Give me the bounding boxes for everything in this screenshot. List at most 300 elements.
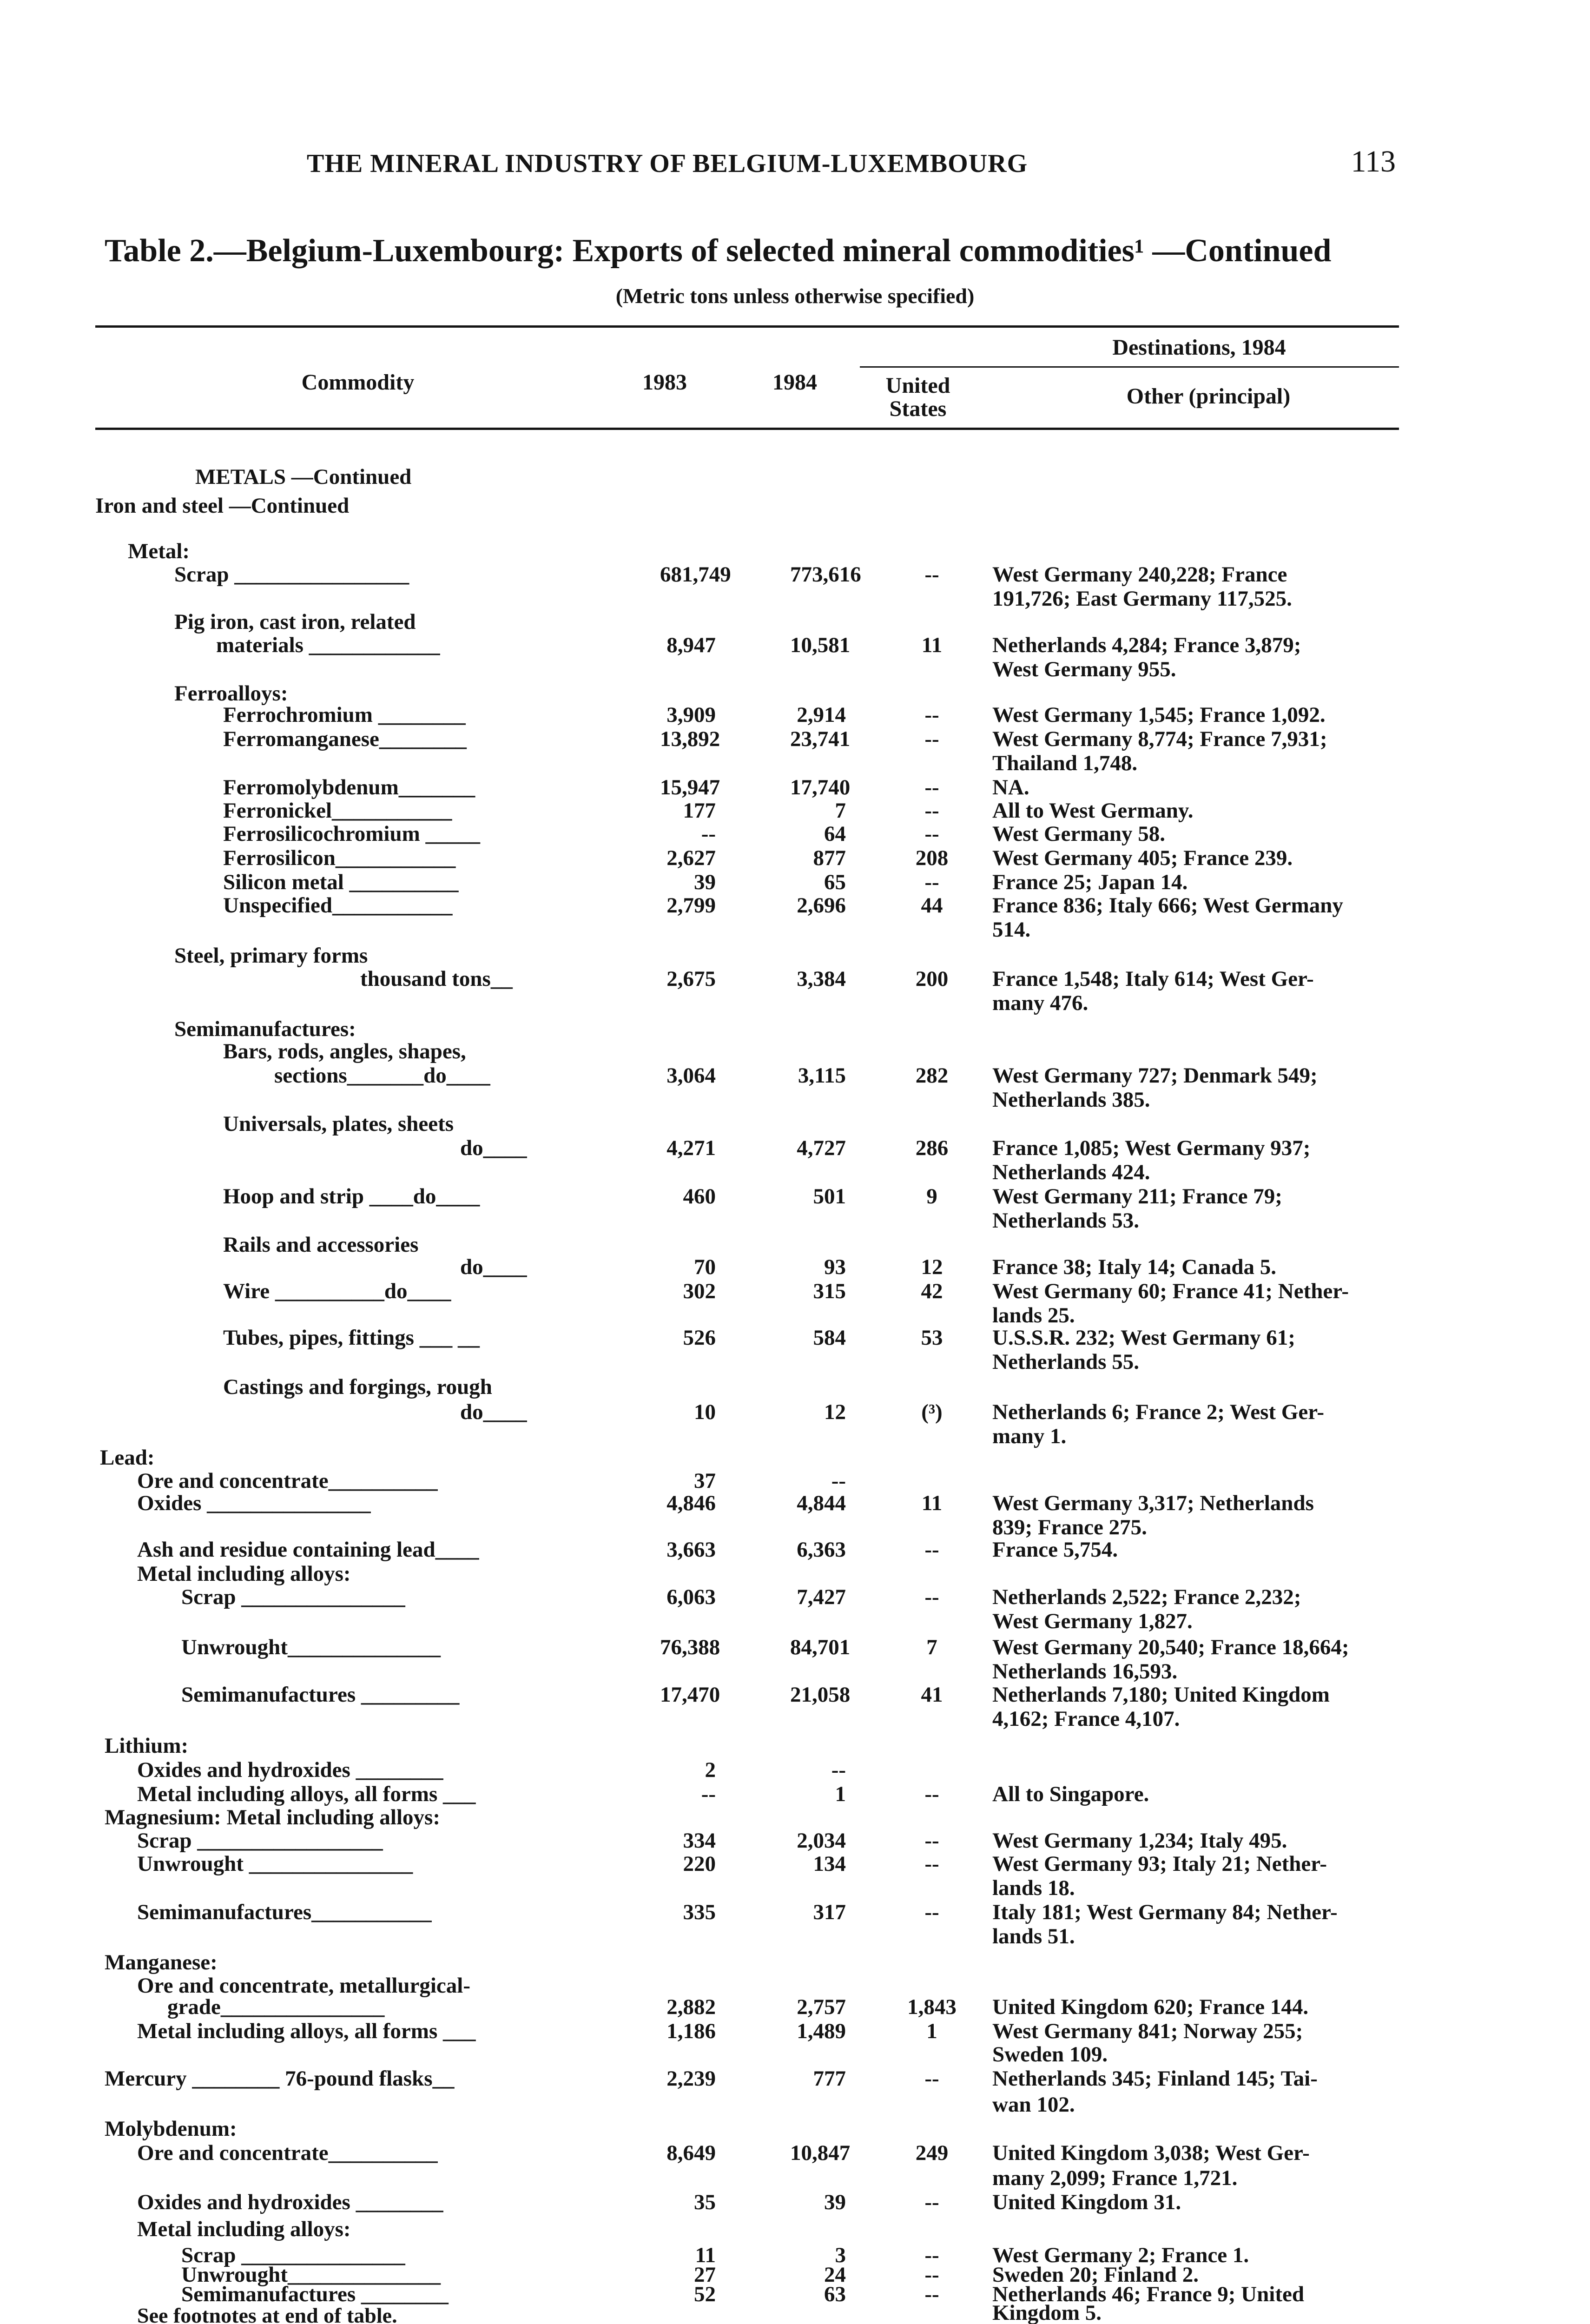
other-destinations-cell: West Germany 20,540; France 18,664;: [992, 1635, 1349, 1659]
value-1984-cell: 63: [824, 2282, 846, 2306]
other-destinations-cell: many 476.: [992, 991, 1089, 1015]
table-row: [0, 1782, 1590, 1806]
table-row: [0, 2019, 1590, 2043]
table-row: [0, 633, 1590, 657]
commodity-cell: Wire __________do____: [223, 1279, 451, 1303]
table-row: [0, 1734, 1590, 1758]
table-row: [0, 1184, 1590, 1208]
other-destinations-cell: 191,726; East Germany 117,525.: [992, 587, 1292, 611]
commodity-cell: do____: [460, 1136, 527, 1160]
commodity-cell: Metal including alloys, all forms ___: [137, 1782, 476, 1806]
commodity-cell: do____: [460, 1400, 527, 1424]
value-1984-cell: 2,034: [797, 1829, 846, 1853]
value-1984-cell: 12: [824, 1400, 846, 1424]
value-1984-cell: 773,616: [790, 562, 861, 587]
value-1983-cell: 13,892: [660, 727, 720, 751]
other-destinations-cell: lands 18.: [992, 1876, 1075, 1900]
value-1983-cell: 2,627: [666, 846, 716, 870]
table-title: Table 2.—Belgium-Luxembourg: Exports of selected mineral commodities¹ —Continued: [105, 233, 1332, 269]
value-1983-cell: 2,882: [666, 1995, 716, 2019]
value-1983-cell: 526: [683, 1326, 716, 1350]
table-row: [0, 587, 1590, 611]
table-row: [0, 2042, 1590, 2067]
table-row: [0, 1469, 1590, 1493]
commodity-cell: Scrap ________________: [174, 562, 409, 587]
commodity-cell: Hoop and strip ____do____: [223, 1184, 480, 1208]
table-row: [0, 1707, 1590, 1731]
other-destinations-cell: West Germany 1,545; France 1,092.: [992, 703, 1326, 727]
commodity-cell: Scrap _________________: [137, 1829, 383, 1853]
value-1984-cell: 315: [813, 1279, 846, 1303]
value-1983-cell: 3,663: [666, 1538, 716, 1562]
value-1983-cell: 2,239: [666, 2067, 716, 2091]
other-destinations-cell: lands 25.: [992, 1303, 1075, 1327]
table-row: [0, 2190, 1590, 2214]
value-1984-cell: 3,384: [797, 967, 846, 991]
commodity-cell: Pig iron, cast iron, related: [174, 610, 416, 634]
value-1983-cell: 335: [683, 1900, 716, 1924]
value-1983-cell: 4,846: [666, 1491, 716, 1515]
commodity-cell: Ferrochromium ________: [223, 703, 466, 727]
united-states-cell: 208: [915, 846, 949, 870]
table-row: [0, 1136, 1590, 1160]
other-destinations-cell: West Germany 60; France 41; Nether-: [992, 1279, 1349, 1303]
other-destinations-cell: 839; France 275.: [992, 1515, 1147, 1539]
table-row: [0, 494, 1590, 518]
value-1983-cell: 10: [694, 1400, 716, 1424]
commodity-cell: do____: [460, 1255, 527, 1279]
header-united-states: United States: [885, 373, 950, 421]
other-destinations-cell: France 1,548; Italy 614; West Ger-: [992, 967, 1314, 991]
commodity-cell: Metal including alloys:: [137, 1562, 351, 1586]
value-1983-cell: 70: [694, 1255, 716, 1279]
united-states-cell: --: [924, 870, 939, 894]
commodity-cell: Ferromolybdenum_______: [223, 775, 475, 799]
table-row: [0, 1538, 1590, 1562]
table-row: [0, 1279, 1590, 1303]
table-row: [0, 681, 1590, 706]
value-1984-cell: 84,701: [790, 1635, 851, 1659]
other-destinations-cell: Sweden 20; Finland 2.: [992, 2263, 1199, 2287]
other-destinations-cell: France 38; Italy 14; Canada 5.: [992, 1255, 1276, 1279]
other-destinations-cell: U.S.S.R. 232; West Germany 61;: [992, 1326, 1295, 1350]
table-row: [0, 657, 1590, 681]
value-1984-cell: 2,914: [797, 703, 846, 727]
united-states-cell: 12: [921, 1255, 943, 1279]
value-1984-cell: 10,581: [790, 633, 851, 657]
other-destinations-cell: NA.: [992, 775, 1029, 799]
table-row: [0, 1758, 1590, 1782]
commodity-cell: Metal including alloys:: [137, 2217, 351, 2241]
united-states-cell: --: [924, 799, 939, 823]
table-row: [0, 1375, 1590, 1399]
value-1984-cell: 7,427: [797, 1585, 846, 1609]
value-1984-cell: 584: [813, 1326, 846, 1350]
value-1984-cell: --: [831, 1469, 846, 1493]
united-states-cell: 42: [921, 1279, 943, 1303]
other-destinations-cell: West Germany 8,774; France 7,931;: [992, 727, 1327, 751]
table-row: [0, 1995, 1590, 2019]
other-destinations-cell: lands 51.: [992, 1924, 1075, 1948]
commodity-cell: Scrap _______________: [181, 2243, 405, 2267]
commodity-cell: Ore and concentrate, metallurgical-: [137, 1974, 471, 1998]
table-row: [0, 893, 1590, 918]
other-destinations-cell: France 25; Japan 14.: [992, 870, 1188, 894]
commodity-cell: Semimanufactures___________: [137, 1900, 432, 1924]
other-destinations-cell: West Germany 405; France 239.: [992, 846, 1293, 870]
other-destinations-cell: 514.: [992, 918, 1031, 942]
other-destinations-cell: Kingdom 5.: [992, 2301, 1102, 2324]
value-1983-cell: 681,749: [660, 562, 731, 587]
value-1984-cell: 877: [813, 846, 846, 870]
other-destinations-cell: many 2,099; France 1,721.: [992, 2166, 1238, 2190]
table-row: [0, 1233, 1590, 1257]
other-destinations-cell: Netherlands 55.: [992, 1350, 1139, 1374]
other-destinations-cell: Netherlands 385.: [992, 1088, 1150, 1112]
table-row: [0, 1088, 1590, 1112]
other-destinations-cell: Netherlands 46; France 9; United: [992, 2282, 1304, 2306]
commodity-cell: Iron and steel —Continued: [95, 494, 350, 518]
value-1983-cell: 334: [683, 1829, 716, 1853]
value-1984-cell: 317: [813, 1900, 846, 1924]
value-1984-cell: 134: [813, 1852, 846, 1876]
commodity-cell: Ferronickel___________: [223, 799, 452, 823]
commodity-cell: Ferromanganese________: [223, 727, 467, 751]
united-states-cell: --: [924, 2263, 939, 2287]
value-1984-cell: 2,757: [797, 1995, 846, 2019]
united-states-cell: 282: [915, 1063, 949, 1088]
table-row: [0, 846, 1590, 870]
value-1983-cell: 15,947: [660, 775, 720, 799]
commodity-cell: Mercury ________ 76-pound flasks__: [105, 2067, 455, 2091]
value-1984-cell: 1,489: [797, 2019, 846, 2043]
other-destinations-cell: many 1.: [992, 1424, 1067, 1448]
united-states-cell: --: [924, 2067, 939, 2091]
value-1984-cell: 64: [824, 822, 846, 846]
value-1983-cell: 2: [705, 1758, 716, 1782]
united-states-cell: --: [924, 1829, 939, 1853]
value-1984-cell: 4,727: [797, 1136, 846, 1160]
other-destinations-cell: Netherlands 4,284; France 3,879;: [992, 633, 1301, 657]
table-row: [0, 1805, 1590, 1829]
commodity-cell: Castings and forgings, rough: [223, 1375, 492, 1399]
value-1983-cell: 17,470: [660, 1683, 720, 1707]
united-states-cell: 1: [926, 2019, 937, 2043]
commodity-cell: Molybdenum:: [105, 2117, 237, 2141]
table-row: [0, 465, 1590, 489]
table-row: [0, 1326, 1590, 1350]
table-row: [0, 918, 1590, 942]
table-row: [0, 2093, 1590, 2117]
commodity-cell: Oxides _______________: [137, 1491, 371, 1515]
commodity-cell: Lead:: [100, 1446, 155, 1470]
table-row: [0, 1635, 1590, 1659]
commodity-cell: Unwrought______________: [181, 1635, 441, 1659]
table-row: [0, 1160, 1590, 1184]
other-destinations-cell: West Germany 211; France 79;: [992, 1184, 1282, 1208]
united-states-cell: --: [924, 727, 939, 751]
other-destinations-cell: United Kingdom 31.: [992, 2190, 1181, 2214]
table-row: [0, 2166, 1590, 2190]
united-states-cell: --: [924, 2243, 939, 2267]
page-number: 113: [1351, 145, 1396, 178]
other-destinations-cell: West Germany 1,827.: [992, 1609, 1193, 1633]
value-1983-cell: 302: [683, 1279, 716, 1303]
other-destinations-cell: Thailand 1,748.: [992, 751, 1138, 775]
united-states-cell: 7: [926, 1635, 937, 1659]
other-destinations-cell: United Kingdom 3,038; West Ger-: [992, 2141, 1310, 2165]
table-row: [0, 703, 1590, 727]
united-states-cell: 249: [915, 2141, 949, 2165]
table-row: [0, 1491, 1590, 1515]
other-destinations-cell: Sweden 109.: [992, 2042, 1108, 2067]
other-destinations-cell: Italy 181; West Germany 84; Nether-: [992, 1900, 1338, 1924]
other-destinations-cell: Netherlands 6; France 2; West Ger-: [992, 1400, 1324, 1424]
table-row: [0, 1924, 1590, 1948]
commodity-cell: Ash and residue containing lead____: [137, 1538, 479, 1562]
table-row: [0, 1585, 1590, 1609]
commodity-cell: Semimanufactures ________: [181, 2282, 449, 2306]
value-1983-cell: 2,799: [666, 893, 716, 918]
other-destinations-cell: Netherlands 16,593.: [992, 1659, 1178, 1684]
other-destinations-cell: West Germany 240,228; France: [992, 562, 1287, 587]
other-destinations-cell: Netherlands 2,522; France 2,232;: [992, 1585, 1301, 1609]
united-states-cell: 53: [921, 1326, 943, 1350]
united-states-cell: --: [924, 703, 939, 727]
table-row: [0, 610, 1590, 634]
united-states-cell: --: [924, 2190, 939, 2214]
header-1984: 1984: [772, 370, 817, 395]
table-row: [0, 2141, 1590, 2165]
united-states-cell: --: [924, 2282, 939, 2306]
commodity-cell: Universals, plates, sheets: [223, 1112, 454, 1136]
united-states-cell: --: [924, 1782, 939, 1806]
value-1984-cell: 65: [824, 870, 846, 894]
other-destinations-cell: wan 102.: [992, 2093, 1075, 2117]
value-1983-cell: 6,063: [666, 1585, 716, 1609]
united-states-cell: 200: [915, 967, 949, 991]
commodity-cell: Ferrosilicon___________: [223, 846, 456, 870]
commodity-cell: Semimanufactures:: [174, 1017, 356, 1041]
commodity-cell: sections_______do____: [274, 1063, 490, 1088]
commodity-cell: Steel, primary forms: [174, 944, 368, 968]
value-1984-cell: 24: [824, 2263, 846, 2287]
commodity-cell: Rails and accessories: [223, 1233, 419, 1257]
commodity-cell: Magnesium: Metal including alloys:: [105, 1805, 440, 1829]
other-destinations-cell: All to West Germany.: [992, 799, 1194, 823]
running-head: THE MINERAL INDUSTRY OF BELGIUM-LUXEMBOURG: [307, 149, 1028, 178]
value-1984-cell: 39: [824, 2190, 846, 2214]
table-row: [0, 1876, 1590, 1900]
other-destinations-cell: United Kingdom 620; France 144.: [992, 1995, 1309, 2019]
other-destinations-cell: West Germany 58.: [992, 822, 1166, 846]
table-row: [0, 1400, 1590, 1424]
value-1984-cell: 2,696: [797, 893, 846, 918]
table-row: [0, 1900, 1590, 1924]
value-1983-cell: 52: [694, 2282, 716, 2306]
commodity-cell: Bars, rods, angles, shapes,: [223, 1039, 466, 1063]
table-row: [0, 751, 1590, 775]
commodity-cell: Oxides and hydroxides ________: [137, 2190, 443, 2214]
other-destinations-cell: West Germany 727; Denmark 549;: [992, 1063, 1318, 1088]
table-row: [0, 1446, 1590, 1470]
table-row: [0, 2067, 1590, 2091]
value-1984-cell: 3,115: [798, 1063, 846, 1088]
commodity-cell: thousand tons__: [360, 967, 513, 991]
value-1983-cell: 4,271: [666, 1136, 716, 1160]
united-states-cell: --: [924, 822, 939, 846]
united-states-cell: 1,843: [907, 1995, 957, 2019]
commodity-cell: Oxides and hydroxides ________: [137, 1758, 443, 1782]
table-row: [0, 1515, 1590, 1539]
table-row: [0, 2117, 1590, 2141]
united-states-cell: 44: [921, 893, 943, 918]
united-states-cell: (³): [921, 1400, 943, 1424]
united-states-cell: 11: [921, 1491, 943, 1515]
value-1983-cell: 8,947: [666, 633, 716, 657]
table-row: [0, 991, 1590, 1015]
table-row: [0, 1208, 1590, 1233]
commodity-cell: Semimanufactures _________: [181, 1683, 460, 1707]
value-1984-cell: 4,844: [797, 1491, 846, 1515]
value-1983-cell: 76,388: [660, 1635, 720, 1659]
value-1984-cell: 23,741: [790, 727, 851, 751]
table-row: [0, 1424, 1590, 1448]
header-commodity: Commodity: [301, 370, 415, 395]
footnote: See footnotes at end of table.: [137, 2304, 397, 2324]
united-states-cell: --: [924, 1852, 939, 1876]
united-states-cell: --: [924, 1585, 939, 1609]
table-row: [0, 1017, 1590, 1041]
table-row: [0, 1974, 1590, 1998]
value-1984-cell: 1: [835, 1782, 846, 1806]
table-row: [0, 944, 1590, 968]
table-row: [0, 1303, 1590, 1327]
united-states-cell: --: [924, 562, 939, 587]
commodity-cell: Silicon metal __________: [223, 870, 459, 894]
commodity-cell: Unwrought______________: [181, 2263, 441, 2287]
value-1983-cell: 8,649: [666, 2141, 716, 2165]
header-other-principal: Other (principal): [1126, 384, 1291, 409]
table-row: [0, 1829, 1590, 1853]
other-destinations-cell: 4,162; France 4,107.: [992, 1707, 1180, 1731]
commodity-cell: Tubes, pipes, fittings ___ __: [223, 1326, 480, 1350]
table-row: [0, 2217, 1590, 2241]
commodity-cell: Metal including alloys, all forms ___: [137, 2019, 476, 2043]
table-row: [0, 1562, 1590, 1586]
other-destinations-cell: France 1,085; West Germany 937;: [992, 1136, 1311, 1160]
table-row: [0, 562, 1590, 587]
commodity-cell: Unwrought _______________: [137, 1852, 413, 1876]
value-1984-cell: 6,363: [797, 1538, 846, 1562]
value-1983-cell: 3,909: [666, 703, 716, 727]
value-1984-cell: 21,058: [790, 1683, 851, 1707]
table-row: [0, 1112, 1590, 1136]
value-1984-cell: 501: [813, 1184, 846, 1208]
units-note: (Metric tons unless otherwise specified): [615, 284, 975, 308]
united-states-cell: 286: [915, 1136, 949, 1160]
commodity-cell: METALS —Continued: [195, 465, 412, 489]
table-row: [0, 1039, 1590, 1063]
value-1984-cell: 10,847: [790, 2141, 851, 2165]
commodity-cell: Ore and concentrate__________: [137, 2141, 438, 2165]
value-1983-cell: 3,064: [666, 1063, 716, 1088]
value-1983-cell: 37: [694, 1469, 716, 1493]
other-destinations-cell: Netherlands 424.: [992, 1160, 1150, 1184]
value-1984-cell: 7: [835, 799, 846, 823]
table-row: [0, 799, 1590, 823]
commodity-cell: Manganese:: [105, 1950, 218, 1974]
other-destinations-cell: Netherlands 7,180; United Kingdom: [992, 1683, 1330, 1707]
table-row: [0, 775, 1590, 799]
table-row: [0, 967, 1590, 991]
value-1984-cell: 3: [835, 2243, 846, 2267]
other-destinations-cell: All to Singapore.: [992, 1782, 1149, 1806]
value-1984-cell: --: [831, 1758, 846, 1782]
table-row: [0, 1950, 1590, 1974]
table-row: [0, 870, 1590, 894]
other-destinations-cell: France 836; Italy 666; West Germany: [992, 893, 1343, 918]
other-destinations-cell: West Germany 1,234; Italy 495.: [992, 1829, 1287, 1853]
header-destinations: Destinations, 1984: [1112, 335, 1286, 360]
value-1984-cell: 17,740: [790, 775, 851, 799]
other-destinations-cell: West Germany 3,317; Netherlands: [992, 1491, 1314, 1515]
value-1983-cell: 35: [694, 2190, 716, 2214]
table-row: [0, 1683, 1590, 1707]
table-row: [0, 1609, 1590, 1633]
other-destinations-cell: West Germany 955.: [992, 657, 1176, 681]
commodity-cell: grade_______________: [167, 1995, 385, 2019]
united-states-cell: --: [924, 1538, 939, 1562]
other-destinations-cell: Netherlands 345; Finland 145; Tai-: [992, 2067, 1318, 2091]
commodity-cell: Lithium:: [105, 1734, 189, 1758]
other-destinations-cell: West Germany 841; Norway 255;: [992, 2019, 1303, 2043]
other-destinations-cell: West Germany 2; France 1.: [992, 2243, 1249, 2267]
commodity-cell: Ore and concentrate__________: [137, 1469, 438, 1493]
table-row: [0, 822, 1590, 846]
table-row: [0, 1255, 1590, 1279]
value-1983-cell: --: [701, 822, 716, 846]
value-1983-cell: 1,186: [666, 2019, 716, 2043]
commodity-cell: Unspecified___________: [223, 893, 453, 918]
commodity-cell: Metal:: [128, 539, 190, 563]
united-states-cell: 41: [921, 1683, 943, 1707]
value-1983-cell: 177: [683, 799, 716, 823]
value-1983-cell: 460: [683, 1184, 716, 1208]
other-destinations-cell: France 5,754.: [992, 1538, 1118, 1562]
united-states-cell: 9: [926, 1184, 937, 1208]
table-row: [0, 1063, 1590, 1088]
other-destinations-cell: West Germany 93; Italy 21; Nether-: [992, 1852, 1327, 1876]
header-1983: 1983: [642, 370, 687, 395]
value-1983-cell: 39: [694, 870, 716, 894]
table-row: [0, 1852, 1590, 1876]
value-1984-cell: 777: [813, 2067, 846, 2091]
value-1983-cell: 27: [694, 2263, 716, 2287]
table-row: [0, 539, 1590, 563]
value-1983-cell: 2,675: [666, 967, 716, 991]
value-1983-cell: 220: [683, 1852, 716, 1876]
united-states-cell: 11: [921, 633, 943, 657]
commodity-cell: Ferroalloys:: [174, 681, 288, 706]
united-states-cell: --: [924, 775, 939, 799]
value-1983-cell: 11: [695, 2243, 716, 2267]
value-1984-cell: 93: [824, 1255, 846, 1279]
commodity-cell: materials ____________: [216, 633, 440, 657]
united-states-cell: --: [924, 1900, 939, 1924]
commodity-cell: Ferrosilicochromium _____: [223, 822, 481, 846]
value-1983-cell: --: [701, 1782, 716, 1806]
